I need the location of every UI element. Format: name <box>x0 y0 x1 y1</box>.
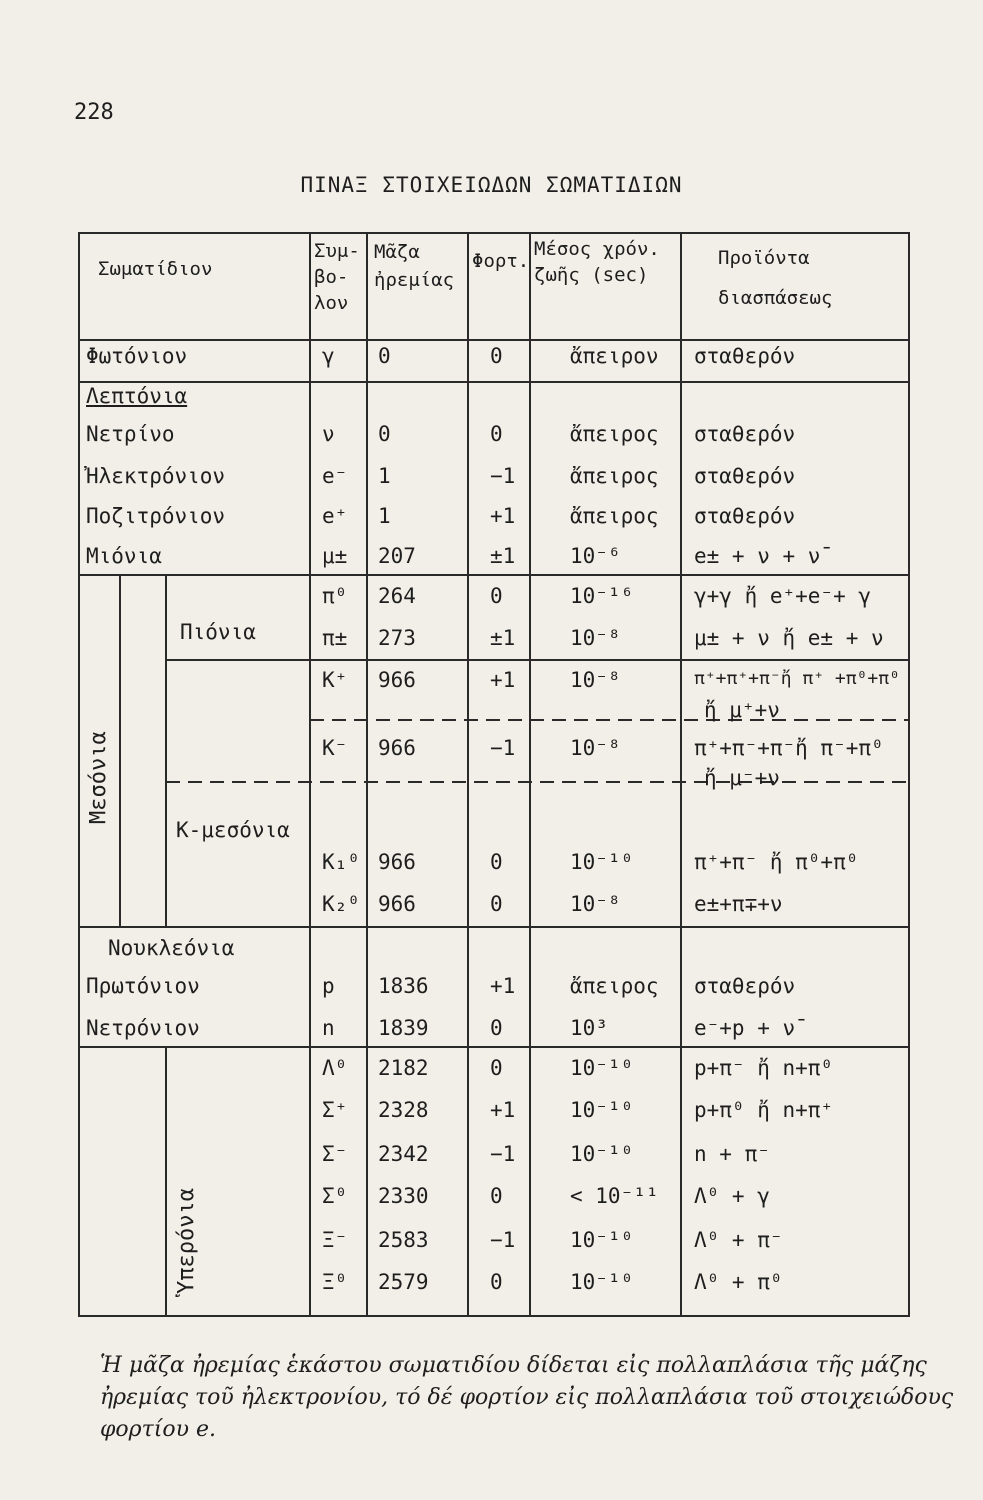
row-2-charge: −1 <box>490 464 516 488</box>
row-5-life: 10⁻¹⁶ <box>570 584 634 608</box>
row-16-symbol: Σ⁰ <box>322 1184 348 1208</box>
row-2-mass: 1 <box>378 464 391 488</box>
row-6-life: 10⁻⁸ <box>570 626 621 650</box>
row-4-mass: 207 <box>378 544 416 568</box>
row-16-life: < 10⁻¹¹ <box>570 1184 659 1208</box>
row-8-decay: π⁺+π⁻+π⁻ἤ π⁻+π⁰ <box>694 736 884 760</box>
row-18-charge: 0 <box>490 1270 503 1294</box>
page-title: ΠΙΝΑΞ ΣΤΟΙΧΕΙΩΔΩΝ ΣΩΜΑΤΙΔΙΩΝ <box>300 173 683 197</box>
row-3-life: ἄπειρος <box>570 504 659 528</box>
row-12-mass: 1839 <box>378 1016 429 1040</box>
footnote: Ἡ μᾶζα ἠρεμίας ἑκάστου σωματιδίου δίδεται εἰς πολλαπλάσια τῆς μάζης ἠρεμίας τοῦ ἠλεκτρονίου, τό δέ φορτίον εἰς πολλαπλάσια τοῦ στοιχειώδους φορτίου e. <box>100 1353 954 1442</box>
header-symbol: Συμ-βο-λον <box>314 240 360 314</box>
row-12-charge: 0 <box>490 1016 503 1040</box>
row-8-mass: 966 <box>378 736 416 760</box>
row-2-decay: σταθερόν <box>694 464 796 488</box>
row-14-charge: +1 <box>490 1098 516 1122</box>
row-0-charge: 0 <box>490 344 503 368</box>
row-11-life: ἄπειρος <box>570 974 659 998</box>
row-4-decay: e± + ν + ν̄ <box>694 544 821 568</box>
row-16-mass: 2330 <box>378 1184 429 1208</box>
page-number: 228 <box>74 100 114 125</box>
row-8-decay2: ἤ μ⁻+ν <box>704 766 780 790</box>
row-1-mass: 0 <box>378 422 391 446</box>
header-decay: Προϊόντα διασπάσεως <box>718 247 833 309</box>
particles-table <box>78 232 910 1317</box>
row-0-name: Φωτόνιον <box>86 344 188 368</box>
row-3-decay: σταθερόν <box>694 504 796 528</box>
row-6-mass: 273 <box>378 626 416 650</box>
row-7-decay2: ἤ μ⁺+ν <box>704 698 780 722</box>
row-13-mass: 2182 <box>378 1056 429 1080</box>
row-16-charge: 0 <box>490 1184 503 1208</box>
row-4-name: Μιόνια <box>86 544 162 568</box>
row-14-decay: p+π⁰ ἤ n+π⁺ <box>694 1098 834 1122</box>
group-mesons: Μεσόνια <box>86 731 111 824</box>
row-15-life: 10⁻¹⁰ <box>570 1142 634 1166</box>
row-13-charge: 0 <box>490 1056 503 1080</box>
row-15-symbol: Σ⁻ <box>322 1142 348 1166</box>
row-2-name: Ἠλεκτρόνιον <box>86 464 226 488</box>
group-nucleons: Νουκλεόνια <box>108 936 235 960</box>
row-8-charge: −1 <box>490 736 516 760</box>
row-17-symbol: Ξ⁻ <box>322 1228 348 1252</box>
row-15-charge: −1 <box>490 1142 516 1166</box>
header-charge: Φορτ. <box>472 250 530 272</box>
row-5-mass: 264 <box>378 584 416 608</box>
row-9-decay: π⁺+π⁻ ἤ π⁰+π⁰ <box>694 850 859 874</box>
row-0-symbol: γ <box>322 344 335 368</box>
row-17-mass: 2583 <box>378 1228 429 1252</box>
row-18-decay: Λ⁰ + π⁰ <box>694 1270 783 1294</box>
row-10-charge: 0 <box>490 892 503 916</box>
row-0-decay: σταθερόν <box>694 344 796 368</box>
row-1-name: Νετρίνο <box>86 422 175 446</box>
row-3-symbol: e⁺ <box>322 504 348 528</box>
row-6-charge: ±1 <box>490 626 516 650</box>
row-9-symbol: K₁⁰ <box>322 850 360 874</box>
row-7-life: 10⁻⁸ <box>570 668 621 692</box>
row-1-symbol: ν <box>322 422 335 446</box>
row-7-mass: 966 <box>378 668 416 692</box>
header-mass: Μᾶζα ἠρεμίας <box>374 241 455 291</box>
row-18-mass: 2579 <box>378 1270 429 1294</box>
row-7-charge: +1 <box>490 668 516 692</box>
row-12-life: 10³ <box>570 1016 608 1040</box>
row-9-life: 10⁻¹⁰ <box>570 850 634 874</box>
row-1-decay: σταθερόν <box>694 422 796 446</box>
row-11-mass: 1836 <box>378 974 429 998</box>
row-10-symbol: K₂⁰ <box>322 892 360 916</box>
row-8-symbol: K⁻ <box>322 736 348 760</box>
group-kaons: Κ-μεσόνια <box>176 818 290 842</box>
row-17-life: 10⁻¹⁰ <box>570 1228 634 1252</box>
row-4-symbol: μ± <box>322 544 348 568</box>
row-13-decay: p+π⁻ ἤ n+π⁰ <box>694 1056 834 1080</box>
row-3-charge: +1 <box>490 504 516 528</box>
row-10-mass: 966 <box>378 892 416 916</box>
row-17-decay: Λ⁰ + π⁻ <box>694 1228 783 1252</box>
row-14-mass: 2328 <box>378 1098 429 1122</box>
row-1-charge: 0 <box>490 422 503 446</box>
row-10-decay: e±+π∓+ν <box>694 892 783 916</box>
row-15-mass: 2342 <box>378 1142 429 1166</box>
header-particle: Σωματίδιον <box>98 258 213 280</box>
row-11-charge: +1 <box>490 974 516 998</box>
row-5-charge: 0 <box>490 584 503 608</box>
row-7-decay: π⁺+π⁺+π⁻ἤ π⁺ +π⁰+π⁰ <box>694 668 900 689</box>
row-2-symbol: e⁻ <box>322 464 348 488</box>
group-pions: Πιόνια <box>180 620 256 644</box>
row-17-charge: −1 <box>490 1228 516 1252</box>
row-14-life: 10⁻¹⁰ <box>570 1098 634 1122</box>
row-9-mass: 966 <box>378 850 416 874</box>
row-13-symbol: Λ⁰ <box>322 1056 348 1080</box>
row-6-symbol: π± <box>322 626 348 650</box>
row-5-decay: γ+γ ἤ e⁺+e⁻+ γ <box>694 584 872 608</box>
row-16-decay: Λ⁰ + γ <box>694 1184 770 1208</box>
group-hyperons: Ὑπερόνια <box>174 1188 199 1294</box>
row-6-decay: μ± + ν ἤ e± + ν <box>694 626 884 650</box>
row-12-name: Νετρόνιον <box>86 1016 200 1040</box>
row-11-symbol: p <box>322 974 335 998</box>
row-9-charge: 0 <box>490 850 503 874</box>
row-0-mass: 0 <box>378 344 391 368</box>
row-14-symbol: Σ⁺ <box>322 1098 348 1122</box>
row-2-life: ἄπειρος <box>570 464 659 488</box>
row-3-mass: 1 <box>378 504 391 528</box>
row-11-name: Πρωτόνιον <box>86 974 200 998</box>
row-15-decay: n + π⁻ <box>694 1142 770 1166</box>
row-0-life: ἄπειρον <box>570 344 659 368</box>
row-7-symbol: K⁺ <box>322 668 348 692</box>
row-11-decay: σταθερόν <box>694 974 796 998</box>
row-13-life: 10⁻¹⁰ <box>570 1056 634 1080</box>
row-3-name: Ποζιτρόνιον <box>86 504 226 528</box>
header-lifetime: Μέσος χρόν. ζωῆς (sec) <box>534 238 660 286</box>
row-5-symbol: π⁰ <box>322 584 348 608</box>
row-12-symbol: n <box>322 1016 335 1040</box>
row-18-life: 10⁻¹⁰ <box>570 1270 634 1294</box>
row-8-life: 10⁻⁸ <box>570 736 621 760</box>
row-12-decay: e⁻+p + ν̄ <box>694 1016 796 1040</box>
row-4-charge: ±1 <box>490 544 516 568</box>
row-10-life: 10⁻⁸ <box>570 892 621 916</box>
row-4-life: 10⁻⁶ <box>570 544 621 568</box>
row-18-symbol: Ξ⁰ <box>322 1270 348 1294</box>
group-leptons: Λεπτόνια <box>86 384 188 408</box>
row-1-life: ἄπειρος <box>570 422 659 446</box>
